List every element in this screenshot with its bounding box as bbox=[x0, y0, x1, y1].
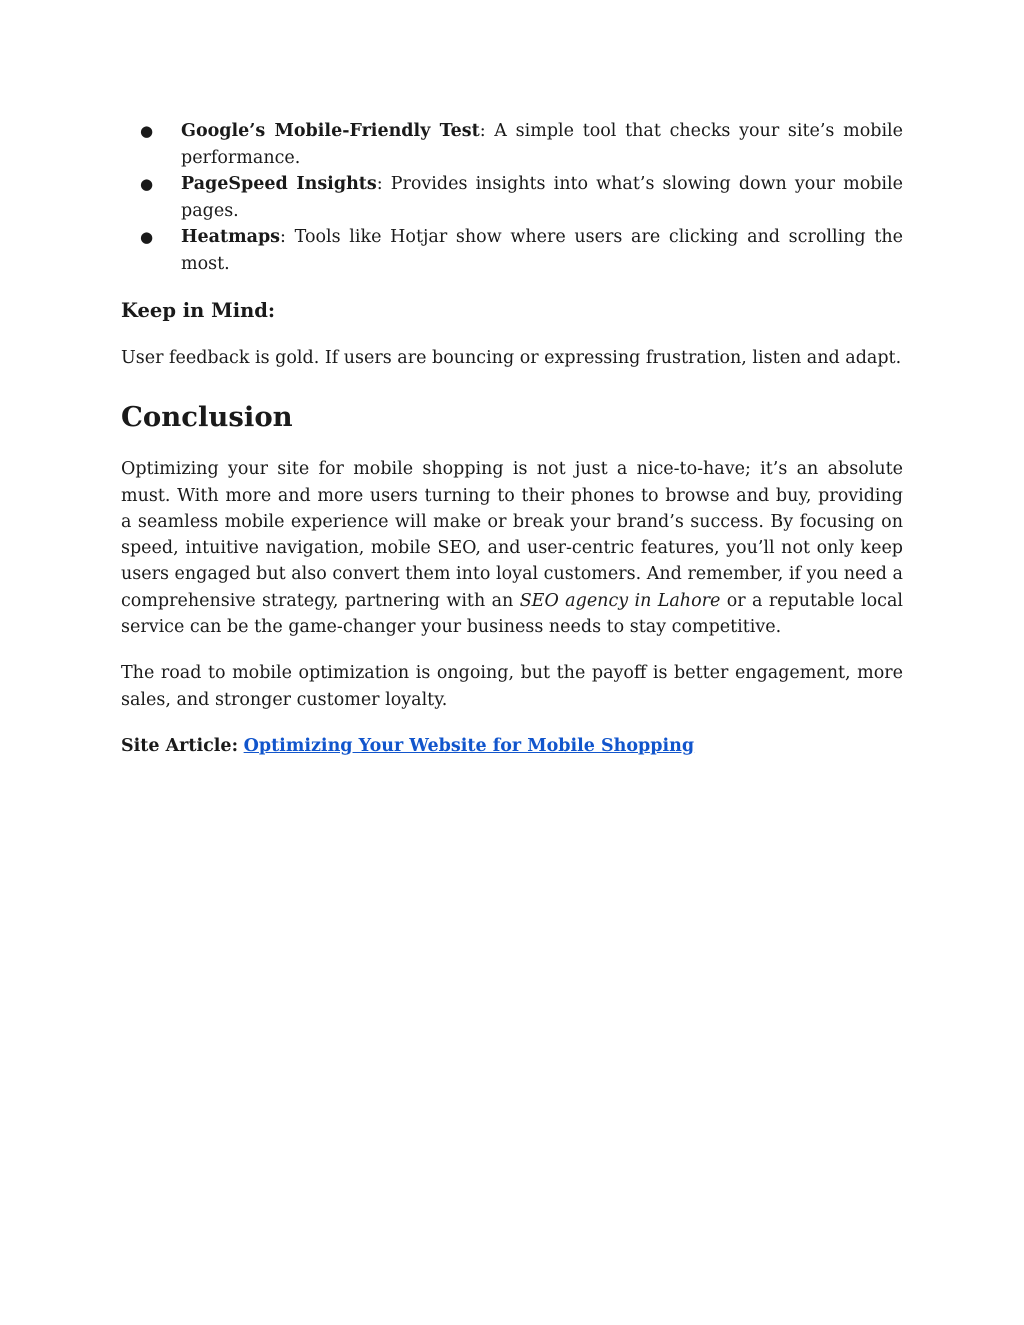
tools-bullet-list bbox=[121, 118, 903, 277]
site-article-link[interactable]: Optimizing Your Website for Mobile Shopping bbox=[243, 735, 695, 756]
seo-agency-emphasis: SEO agency in Lahore bbox=[519, 590, 721, 611]
bullet-description: : A simple tool that checks your site’s mobile performance. bbox=[181, 121, 904, 168]
bullet-item-mobile-friendly-test bbox=[121, 118, 903, 171]
conclusion-text-start: Optimizing your site for mobile shopping is not just a nice-to-have; it’s an absolute must. With more and more users turning to their phones to browse and buy, providing a seamless mobile experience will make or break your brand’s success. By focusing on speed, intuitive navigation, mobile SEO, and user-centric features, you’ll not only keep users engaged but also convert them into loyal customers. And remember, if you need a comprehensive strategy, partnering with an bbox=[121, 459, 903, 611]
bullet-icon: ● bbox=[140, 122, 154, 140]
user-feedback-paragraph: User feedback is gold. If users are bouncing or expressing frustration, listen and adapt. bbox=[121, 348, 902, 368]
bullet-term: Heatmaps bbox=[181, 227, 281, 247]
bullet-term: PageSpeed Insights bbox=[181, 174, 377, 194]
bullet-description: : Tools like Hotjar show where users are clicking and scrolling the most. bbox=[181, 227, 903, 274]
conclusion-heading: Conclusion bbox=[121, 401, 293, 434]
keep-in-mind-heading: Keep in Mind: bbox=[121, 299, 276, 322]
conclusion-paragraph bbox=[121, 456, 903, 640]
road-to-optimization-paragraph: The road to mobile optimization is ongoing, but the payoff is better engagement, more sales, and stronger customer loyalty. bbox=[121, 663, 903, 710]
conclusion-text-end: or a reputable local service can be the game-changer your business needs to stay competitive. bbox=[121, 590, 903, 638]
bullet-icon: ● bbox=[140, 228, 154, 246]
bullet-description: : Provides insights into what’s slowing down your mobile pages. bbox=[181, 174, 903, 221]
bullet-item-heatmaps bbox=[121, 224, 903, 277]
site-article-line bbox=[121, 733, 903, 759]
bullet-item-pagespeed-insights bbox=[121, 171, 903, 224]
site-article-label: Site Article: bbox=[121, 735, 239, 756]
bullet-term: Google’s Mobile-Friendly Test bbox=[181, 121, 480, 141]
document-page bbox=[121, 118, 903, 759]
bullet-icon: ● bbox=[140, 175, 154, 193]
